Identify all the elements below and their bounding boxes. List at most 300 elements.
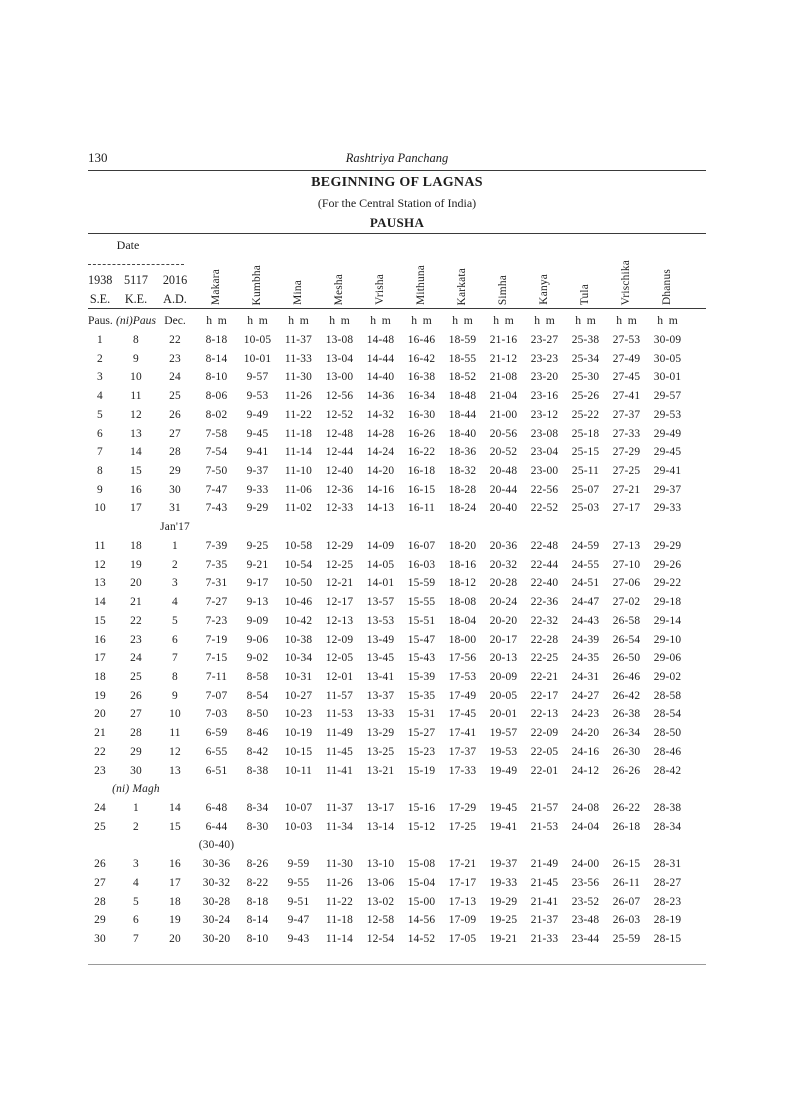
time-cell: 9-09	[246, 614, 269, 627]
time-cell: 22-21	[530, 670, 559, 683]
date-cell-ke: 26	[130, 689, 142, 702]
time-cell: 22-52	[530, 502, 559, 515]
time-unit-label: h m	[575, 314, 596, 327]
date-cell-ad: 17	[169, 876, 181, 889]
time-cell: 25-07	[571, 483, 600, 496]
date-cell-ke: 11	[130, 390, 142, 403]
time-cell: 12-09	[325, 633, 354, 646]
date-cell-se: 29	[94, 914, 106, 927]
time-cell: 13-57	[366, 596, 395, 609]
table-row	[88, 331, 706, 350]
time-cell: 25-22	[571, 408, 600, 421]
time-cell: 28-19	[653, 914, 682, 927]
table-row	[88, 893, 706, 912]
time-cell: 23-23	[530, 352, 559, 365]
time-cell: 23-44	[571, 933, 600, 945]
time-cell: 24-55	[571, 558, 600, 571]
time-unit-label: h m	[411, 314, 432, 327]
lagna-column-header: Makara	[210, 269, 222, 305]
time-cell: 13-14	[366, 820, 395, 833]
time-cell: 12-44	[325, 446, 354, 459]
time-cell: 14-56	[407, 914, 436, 927]
time-cell: 18-55	[448, 352, 477, 365]
date-cell-ke: 8	[133, 334, 139, 346]
time-cell: 13-49	[366, 633, 395, 646]
table-row	[88, 499, 706, 518]
date-cell-ke: 9	[133, 352, 139, 365]
time-cell	[483, 836, 524, 855]
time-cell: 13-33	[366, 708, 395, 721]
date-cell-ad: 22	[169, 334, 181, 346]
time-cell: 26-54	[612, 633, 641, 646]
time-cell: 13-29	[366, 727, 395, 740]
date-cell-ke: 17	[130, 502, 142, 515]
date-cell-ad: 6	[172, 633, 178, 646]
time-cell: 12-25	[325, 558, 354, 571]
time-cell: 21-49	[530, 858, 559, 871]
time-cell: 17-05	[448, 933, 477, 945]
date-cell-se: 24	[94, 801, 106, 814]
time-cell: 24-31	[571, 670, 600, 683]
table-row	[88, 368, 706, 387]
time-cell: 9-59	[287, 858, 310, 871]
time-cell: 21-04	[489, 390, 518, 403]
time-cell: 20-24	[489, 596, 518, 609]
time-cell: 17-09	[448, 914, 477, 927]
date-cell-ke: 3	[133, 858, 139, 871]
time-cell: 27-45	[612, 371, 641, 384]
table-row	[88, 537, 706, 556]
date-cell-ke: 2	[133, 820, 139, 833]
time-cell: 15-00	[407, 895, 436, 908]
time-cell: 10-54	[284, 558, 313, 571]
time-cell: 10-19	[284, 727, 313, 740]
time-cell: 27-33	[612, 427, 641, 440]
date-cell-ad: 16	[169, 858, 181, 871]
section-title: PAUSHA	[369, 215, 425, 230]
time-cell: 22-32	[530, 614, 559, 627]
table-row	[88, 743, 706, 762]
time-cell: 9-51	[287, 895, 310, 908]
time-cell: 25-38	[571, 334, 600, 346]
time-cell: 11-14	[284, 446, 313, 459]
time-cell	[237, 836, 278, 855]
time-cell: 26-50	[612, 652, 641, 665]
time-cell: 29-06	[653, 652, 682, 665]
date-cell-se: 16	[94, 633, 106, 646]
time-cell: 29-29	[653, 539, 682, 552]
time-cell: 8-18	[205, 334, 228, 346]
time-cell: 9-45	[246, 427, 269, 440]
time-cell: 29-49	[653, 427, 682, 440]
time-cell: 26-07	[612, 895, 641, 908]
time-cell: 25-03	[571, 502, 600, 515]
time-cell: 9-53	[246, 390, 269, 403]
time-cell: 29-10	[653, 633, 682, 646]
time-cell: 7-03	[205, 708, 228, 721]
time-cell: 26-11	[612, 876, 641, 889]
time-cell: 23-56	[571, 876, 600, 889]
time-cell: 12-05	[325, 652, 354, 665]
date-cell-se: 5	[97, 408, 103, 421]
time-cell: 25-11	[571, 465, 600, 478]
date-cell-ke: 20	[130, 577, 142, 590]
time-cell: 15-31	[407, 708, 436, 721]
time-cell: 18-52	[448, 371, 477, 384]
date-cell-ad: 15	[169, 820, 181, 833]
time-cell: 22-17	[530, 689, 559, 702]
time-cell: 14-20	[366, 465, 395, 478]
time-cell: 29-37	[653, 483, 682, 496]
date-cell-se: 27	[94, 876, 106, 889]
time-cell: 11-18	[325, 914, 354, 927]
time-cell: 26-58	[612, 614, 641, 627]
time-unit-label: h m	[288, 314, 309, 327]
time-cell: 11-37	[325, 801, 354, 814]
time-cell: 14-40	[366, 371, 395, 384]
table-row	[88, 836, 706, 855]
table-row	[88, 593, 706, 612]
date-cell-ad: 27	[169, 427, 181, 440]
time-cell: 16-11	[407, 502, 436, 515]
time-unit-label: h m	[534, 314, 555, 327]
time-cell: 24-35	[571, 652, 600, 665]
date-cell-ke: 18	[130, 539, 142, 552]
lagna-column-header: Vrisha	[374, 274, 386, 305]
time-cell: 21-41	[530, 895, 559, 908]
time-cell: 14-44	[366, 352, 395, 365]
date-cell-ad: 31	[169, 502, 181, 515]
date-cell-se	[88, 836, 112, 855]
time-cell: 29-41	[653, 465, 682, 478]
lagna-column-header: Vrischika	[620, 259, 632, 305]
time-cell: 28-23	[653, 895, 682, 908]
time-cell: 11-53	[325, 708, 354, 721]
time-cell: 30-20	[202, 933, 231, 945]
time-cell: 11-45	[325, 745, 354, 758]
time-cell: 21-33	[530, 933, 559, 945]
date-cell-ad: 1	[172, 539, 178, 552]
time-cell: 15-12	[407, 820, 436, 833]
time-unit-label: h m	[657, 314, 678, 327]
time-cell: 14-13	[366, 502, 395, 515]
date-cell-ad: 20	[169, 933, 181, 945]
time-cell: 30-24	[202, 914, 231, 927]
date-cell-ad: 4	[172, 596, 178, 609]
time-cell: 7-54	[205, 446, 228, 459]
time-cell: 19-41	[489, 820, 518, 833]
time-cell: 23-08	[530, 427, 559, 440]
era-abbr-cell: A.D.	[163, 292, 187, 306]
time-cell: 9-37	[246, 465, 269, 478]
date-sub-label: (ni)Paus	[116, 314, 156, 327]
date-cell-ke: 22	[130, 614, 142, 627]
time-cell: 7-47	[205, 483, 228, 496]
table-row	[88, 350, 706, 369]
time-cell: 10-31	[284, 670, 313, 683]
date-cell-ke: 15	[130, 465, 142, 478]
time-cell	[647, 836, 688, 855]
date-cell-ke: 10	[130, 371, 142, 384]
time-cell: 29-26	[653, 558, 682, 571]
time-cell: 18-08	[448, 596, 477, 609]
time-cell: 20-05	[489, 689, 518, 702]
time-cell: 11-37	[284, 334, 313, 346]
time-cell: 16-22	[407, 446, 436, 459]
time-cell: 12-29	[325, 539, 354, 552]
time-cell: 25-59	[612, 933, 641, 945]
time-cell: 15-47	[407, 633, 436, 646]
table-row	[88, 387, 706, 406]
time-cell: 28-50	[653, 727, 682, 740]
date-cell-ke: 19	[130, 558, 142, 571]
date-cell-ad: 8	[172, 670, 178, 683]
date-cell-ad: 23	[169, 352, 181, 365]
date-cell-se: 3	[97, 371, 103, 384]
date-cell-se: 7	[97, 446, 103, 459]
date-cell-ad: 29	[169, 465, 181, 478]
time-cell: 9-21	[246, 558, 269, 571]
date-sub-label: Dec.	[164, 314, 186, 327]
time-cell: 10-50	[284, 577, 313, 590]
time-unit-label: h m	[329, 314, 350, 327]
time-cell: 28-27	[653, 876, 682, 889]
time-cell: 24-27	[571, 689, 600, 702]
time-unit-label: h m	[493, 314, 514, 327]
time-cell: 23-16	[530, 390, 559, 403]
time-cell: 16-38	[407, 371, 436, 384]
time-cell: 28-54	[653, 708, 682, 721]
time-cell: 23-52	[571, 895, 600, 908]
time-cell: 6-51	[205, 764, 228, 777]
time-cell: 11-41	[325, 764, 354, 777]
time-cell: 29-02	[653, 670, 682, 683]
date-cell-se: 4	[97, 390, 103, 403]
time-cell: 19-25	[489, 914, 518, 927]
time-cell: 13-08	[325, 334, 354, 346]
time-cell: 16-07	[407, 539, 436, 552]
date-cell-ad: 9	[172, 689, 178, 702]
time-cell: 21-57	[530, 801, 559, 814]
time-cell: 26-15	[612, 858, 641, 871]
time-cell: 28-46	[653, 745, 682, 758]
time-cell: 15-16	[407, 801, 436, 814]
era-abbr-cell: K.E.	[124, 292, 148, 306]
time-cell: 30-05	[653, 352, 682, 365]
date-cell-ke: 1	[133, 801, 139, 814]
lagna-column-header: Karkata	[456, 267, 468, 305]
time-cell: 17-49	[448, 689, 477, 702]
time-cell: 27-25	[612, 465, 641, 478]
time-cell: 24-59	[571, 539, 600, 552]
era-year-cell: 5117	[124, 273, 148, 287]
time-cell: 27-13	[612, 539, 641, 552]
time-cell: 22-09	[530, 727, 559, 740]
time-cell: 21-37	[530, 914, 559, 927]
time-cell: 10-07	[284, 801, 313, 814]
time-cell: 8-34	[246, 801, 269, 814]
time-cell: 14-48	[366, 334, 395, 346]
table-row	[88, 818, 706, 837]
time-cell: 16-03	[407, 558, 436, 571]
table-row	[88, 481, 706, 500]
time-cell: 9-55	[287, 876, 310, 889]
time-cell: 21-00	[489, 408, 518, 421]
time-cell: 24-51	[571, 577, 600, 590]
time-cell: 11-30	[284, 371, 313, 384]
time-cell	[524, 836, 565, 855]
date-cell-se: 26	[94, 858, 106, 871]
time-cell: 12-58	[366, 914, 395, 927]
time-cell: 14-36	[366, 390, 395, 403]
time-cell: 15-43	[407, 652, 436, 665]
time-cell: 30-32	[202, 876, 231, 889]
time-cell: 21-45	[530, 876, 559, 889]
lagna-column-header: Dhanus	[661, 268, 673, 305]
time-cell: 11-22	[325, 895, 354, 908]
date-cell-ke: 29	[130, 745, 142, 758]
time-cell: 12-17	[325, 596, 354, 609]
date-cell-ad: 2	[172, 558, 178, 571]
time-cell: 26-18	[612, 820, 641, 833]
time-cell: 24-08	[571, 801, 600, 814]
date-cell-ad: 12	[169, 745, 181, 758]
date-cell-ke: 5	[133, 895, 139, 908]
time-cell: 15-04	[407, 876, 436, 889]
time-cell: 17-33	[448, 764, 477, 777]
lagna-column-header: Mesha	[333, 273, 345, 305]
time-cell: 11-06	[284, 483, 313, 496]
time-cell: 21-12	[489, 352, 518, 365]
time-cell: 28-58	[653, 689, 682, 702]
time-cell	[319, 836, 360, 855]
time-cell: 22-44	[530, 558, 559, 571]
time-cell: 19-53	[489, 745, 518, 758]
time-cell: 16-18	[407, 465, 436, 478]
time-cell: 15-35	[407, 689, 436, 702]
time-cell: 17-13	[448, 895, 477, 908]
time-cell: 20-56	[489, 427, 518, 440]
time-cell: 7-19	[205, 633, 228, 646]
table-row	[88, 724, 706, 743]
time-cell: 10-27	[284, 689, 313, 702]
time-cell: 27-53	[612, 334, 641, 346]
separator-row	[88, 780, 706, 799]
date-cell-ke: 12	[130, 408, 142, 421]
time-cell: 11-26	[284, 390, 313, 403]
time-cell: 26-03	[612, 914, 641, 927]
time-cell: 7-39	[205, 539, 228, 552]
time-cell: 20-32	[489, 558, 518, 571]
time-cell: 9-33	[246, 483, 269, 496]
time-cell: 25-18	[571, 427, 600, 440]
time-cell: 19-21	[489, 933, 518, 945]
time-cell: 9-17	[246, 577, 269, 590]
time-cell: 15-55	[407, 596, 436, 609]
time-cell: 14-09	[366, 539, 395, 552]
time-cell: 13-53	[366, 614, 395, 627]
time-cell: 13-21	[366, 764, 395, 777]
column-subheader-row	[88, 312, 706, 329]
time-cell: 15-19	[407, 764, 436, 777]
time-cell: 22-40	[530, 577, 559, 590]
time-cell: 10-58	[284, 539, 313, 552]
time-cell: 14-52	[407, 933, 436, 945]
time-cell: 16-30	[407, 408, 436, 421]
time-cell: 7-07	[205, 689, 228, 702]
time-cell: 12-54	[366, 933, 395, 945]
time-cell: 20-01	[489, 708, 518, 721]
time-cell: 7-43	[205, 502, 228, 515]
time-cell: (30-40)	[198, 839, 235, 852]
lagna-column-header: Simha	[497, 274, 509, 305]
time-cell: 10-01	[243, 352, 272, 365]
time-cell: 11-10	[284, 465, 313, 478]
time-cell: 13-00	[325, 371, 354, 384]
table-row	[88, 705, 706, 724]
date-cell-ad: 24	[169, 371, 181, 384]
time-cell: 13-02	[366, 895, 395, 908]
time-cell: 29-22	[653, 577, 682, 590]
table-row	[88, 799, 706, 818]
date-cell-ke: 30	[130, 764, 142, 777]
table-row	[88, 612, 706, 631]
time-cell: 13-04	[325, 352, 354, 365]
time-cell: 30-01	[653, 371, 682, 384]
date-cell-ke: 27	[130, 708, 142, 721]
time-cell: 15-08	[407, 858, 436, 871]
time-cell: 24-12	[571, 764, 600, 777]
time-cell: 18-59	[448, 334, 477, 346]
time-cell: 15-51	[407, 614, 436, 627]
date-cell-se: 14	[94, 596, 106, 609]
time-cell: 9-49	[246, 408, 269, 421]
time-cell: 7-15	[205, 652, 228, 665]
time-cell: 17-53	[448, 670, 477, 683]
column-header-rule	[88, 308, 706, 309]
table-row	[88, 556, 706, 575]
date-cell-ke: 13	[130, 427, 142, 440]
time-cell: 18-32	[448, 465, 477, 478]
running-title: Rashtriya Panchang	[345, 151, 449, 165]
date-cell-se: 18	[94, 670, 106, 683]
time-cell: 6-55	[205, 745, 228, 758]
date-cell-ad: 28	[169, 446, 181, 459]
time-cell: 13-45	[366, 652, 395, 665]
time-cell: 10-46	[284, 596, 313, 609]
time-cell: 26-26	[612, 764, 641, 777]
time-cell: 8-38	[246, 764, 269, 777]
date-cell-ad: 10	[169, 708, 181, 721]
time-cell: 28-34	[653, 820, 682, 833]
date-cell-ke: 4	[133, 876, 139, 889]
time-cell	[565, 836, 606, 855]
time-cell: 18-28	[448, 483, 477, 496]
date-cell-ad: 5	[172, 614, 178, 627]
date-cell-se: 1	[97, 334, 103, 346]
era-abbr-cell: S.E.	[89, 292, 111, 306]
time-cell: 20-17	[489, 633, 518, 646]
time-cell: 12-01	[325, 670, 354, 683]
time-cell: 10-03	[284, 820, 313, 833]
time-cell: 10-05	[243, 334, 272, 346]
time-cell: 25-26	[571, 390, 600, 403]
time-cell: 30-28	[202, 895, 231, 908]
time-cell: 16-15	[407, 483, 436, 496]
separator-row	[88, 518, 706, 537]
time-cell: 7-23	[205, 614, 228, 627]
table-row	[88, 668, 706, 687]
